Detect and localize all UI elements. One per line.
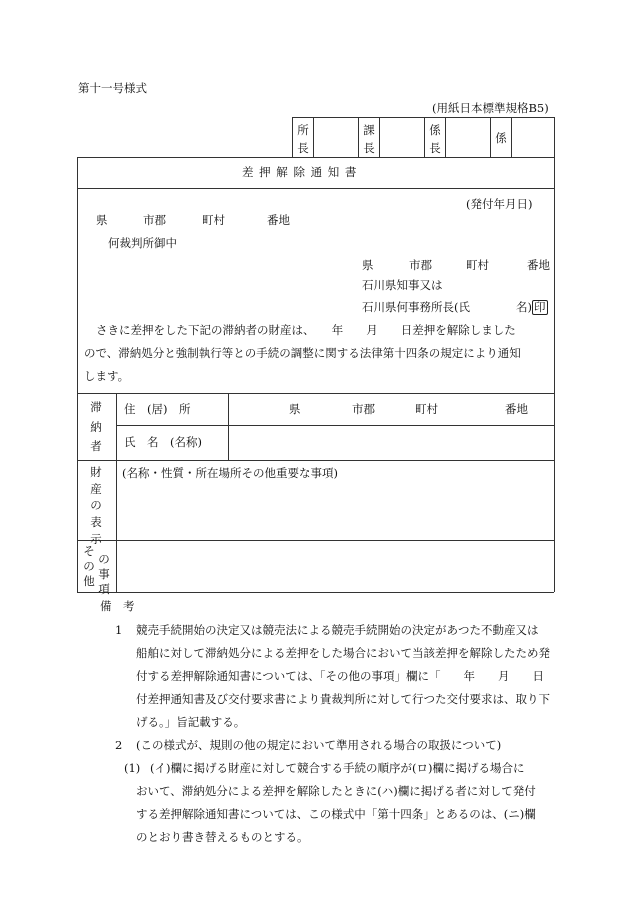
other-header-col1: その他 [83, 544, 95, 588]
remark-line: (イ)欄に掲げる財産に対して競合する手続の順序が(ロ)欄に掲げる場合に [150, 761, 525, 775]
city-field: 市郡 [352, 402, 375, 416]
property-header: 財産の表示 [90, 465, 102, 546]
body-line: ので、滞納処分と強制執行等との手続の調整に関する法律第十四条の規定により通知 [84, 346, 521, 360]
taxpayer-header: 滞納者 [90, 400, 102, 454]
approval-cell-label: 係 [495, 131, 507, 145]
approval-cell-label: 課長 [363, 123, 375, 155]
sender-office-head: 石川県何事務所長(氏 名) 印 [362, 300, 546, 314]
body-line: します。 [84, 369, 130, 383]
prefecture-field: 県 [96, 213, 108, 227]
town-field: 町村 [415, 402, 438, 416]
lot-field: 番地 [527, 258, 550, 272]
town-field: 町村 [466, 258, 489, 272]
taxpayer-address-label: 住 (居) 所 [124, 402, 191, 416]
sender-governor: 石川県知事又は [362, 278, 443, 292]
prefecture-field: 県 [362, 258, 374, 272]
court-addressee: 何裁判所御中 [108, 236, 177, 250]
issue-date: (発付年月日) [466, 197, 533, 211]
city-field: 市郡 [143, 213, 166, 227]
remark-line: (この様式が、規則の他の規定において準用される場合の取扱について) [136, 738, 502, 752]
lot-field: 番地 [505, 402, 528, 416]
remark-line: げる。」旨記載する。 [136, 715, 246, 729]
city-field: 市郡 [409, 258, 432, 272]
remark-line: 付差押通知書及び交付要求書により貴裁判所に対して行つた交付要求は、取り下 [136, 692, 550, 706]
remark-line: おいて、滞納処分による差押を解除したときに(ハ)欄に掲げる者に対して発付 [136, 784, 536, 798]
remark-number: 2 [115, 738, 123, 752]
other-header-col2: の事項 [98, 552, 110, 596]
remark-line: 競売手続開始の決定又は競売法による競売手続開始の決定があつた不動産又は [136, 623, 539, 637]
body-line: さきに差押をした下記の滞納者の財産は、 年 月 日差押を解除しました [96, 323, 516, 337]
remark-line: 付する差押解除通知書については、「その他の事項」欄に「 年 月 日 [136, 669, 545, 683]
remarks-heading: 備 考 [100, 599, 135, 613]
remark-subnumber: (1) [124, 761, 141, 775]
lot-field: 番地 [267, 213, 290, 227]
prefecture-field: 県 [289, 402, 301, 416]
remark-line: する差押解除通知書については、この様式中「第十四条」とあるのは、(ニ)欄 [136, 807, 536, 821]
town-field: 町村 [202, 213, 225, 227]
paper-size-note: (用紙日本標準規格B5) [432, 101, 549, 115]
form-number: 第十一号様式 [78, 81, 147, 95]
remark-line: のとおり書き替えるものとする。 [136, 830, 309, 844]
document-title: 差 押 解 除 通 知 書 [242, 165, 358, 179]
remark-number: 1 [115, 623, 123, 637]
property-note: (名称・性質・所在場所その他重要な事項) [122, 466, 338, 480]
seal-mark: 印 [534, 300, 546, 314]
taxpayer-name-label: 氏 名 (名称) [124, 435, 202, 449]
approval-cell-label: 所長 [297, 123, 309, 155]
remark-line: 船舶に対して滞納処分による差押をした場合において当該差押を解除したため発 [136, 646, 550, 660]
approval-cell-label: 係長 [429, 123, 441, 155]
